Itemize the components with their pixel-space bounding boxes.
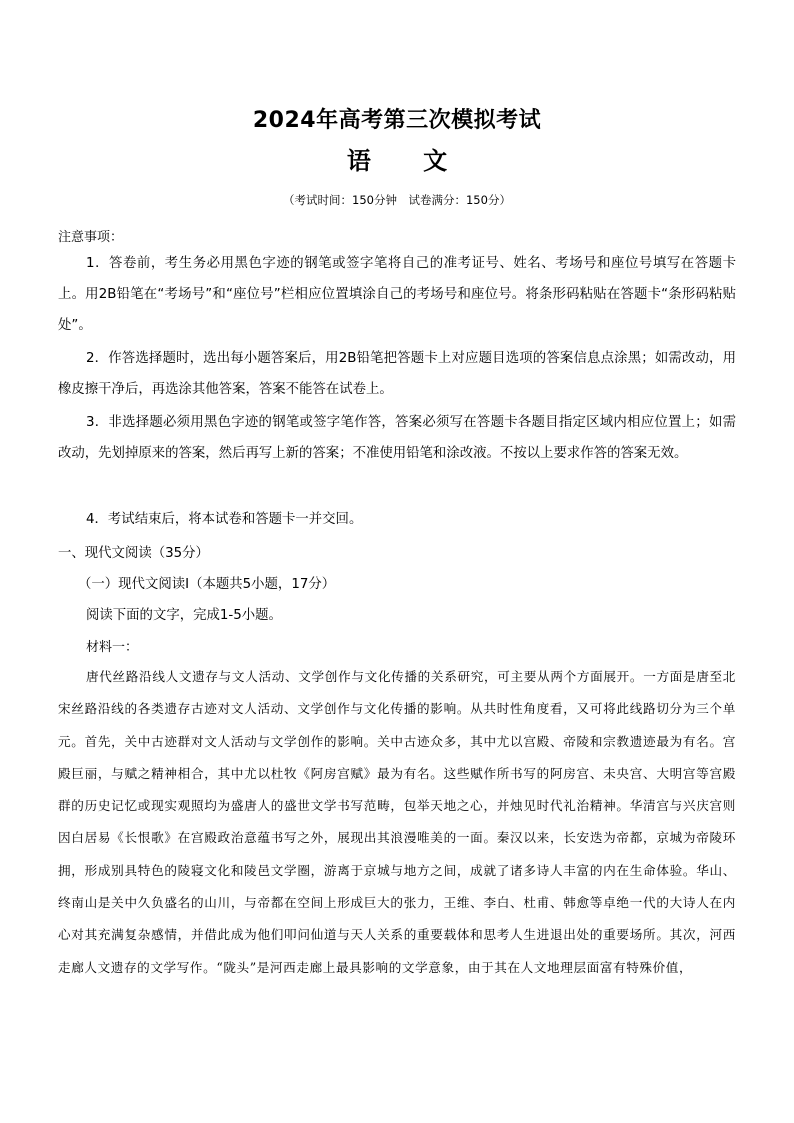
notice-item-4: 4．考试结束后，将本试卷和答题卡一并交回。 — [86, 512, 363, 527]
exam-title: 2024年高考第三次模拟考试 — [252, 108, 542, 133]
subsection-title: （一）现代文阅读Ⅰ（本题共5小题，17分） — [78, 577, 336, 592]
notice-heading: 注意事项： — [58, 230, 124, 245]
reading-instruction: 阅读下面的文字，完成1-5小题。 — [86, 608, 282, 623]
material-label: 材料一： — [86, 640, 139, 655]
notice-item-1: 1．答卷前，考生务必用黑色字迹的钢笔或签字笔将自己的准考证号、姓名、考场号和座位号填写在答题卡上。用2B铅笔在“考场号”和“座位号”栏相应位置填涂自己的考场号和座位号。将条形码粘贴在答题卡“条形码粘贴处”。 — [58, 256, 736, 333]
exam-info: （考试时间：150分钟 试卷满分：150分） — [283, 193, 511, 207]
subject-title: 语 文 — [346, 147, 470, 175]
notice-item-3: 3．非选择题必须用黑色字迹的钢笔或签字笔作答，答案必须写在答题卡各题目指定区域内相应位置上；如需改动，先划掉原来的答案，然后再写上新的答案；不准使用铅笔和涂改液。不按以上要求作答的答案无效。 — [58, 415, 736, 461]
section-title: 一、现代文阅读（35分） — [58, 546, 209, 561]
notice-item-2: 2．作答选择题时，选出每小题答案后，用2B铅笔把答题卡上对应题目选项的答案信息点涂黑；如需改动，用橡皮擦干净后，再选涂其他答案，答案不能答在试卷上。 — [58, 351, 736, 397]
material-text: 唐代丝路沿线人文遗存与文人活动、文学创作与文化传播的关系研究，可主要从两个方面展开。一方面是唐至北宋丝路沿线的各类遗存古迹对文人活动、文学创作与文化传播的影响。从共时性角度看，又可将此线路切分为三个单元。首先，关中古迹群对文人活动与文学创作的影响。关中古迹众多，其中尤以宫殿、帝陵和宗教遗迹最为有名。宫殿巨丽，与赋之精神相合，其中尤以杜牧《阿房宫赋》最为有名。这些赋作所书写的阿房宫、未央宫、大明宫等宫殿群的历史记忆或现实观照均为盛唐人的盛世文学书写范畴，包举天地之心，并烛见时代礼治精神。华清宫与兴庆宫则因白居易《长恨歌》在宫殿政治意蕴书写之外，展现出其浪漫唯美的一面。秦汉以来，长安迭为帝都，京城为帝陵环拥，形成别具特色的陵寝文化和陵邑文学圈，游离于京城与地方之间，成就了诸多诗人丰富的内在生命体验。华山、终南山是关中久负盛名的山川，与帝都在空间上形成巨大的张力，王维、李白、杜甫、韩愈等卓绝一代的大诗人在内心对其充满复杂感情，并借此成为他们叩问仙道与天人关系的重要载体和思考人生进退出处的重要场所。其次，河西走廊人文遗存的文学写作。“陇头”是河西走廊上最具影响的文学意象，由于其在人文地理层面富有特殊价值， — [58, 669, 736, 975]
